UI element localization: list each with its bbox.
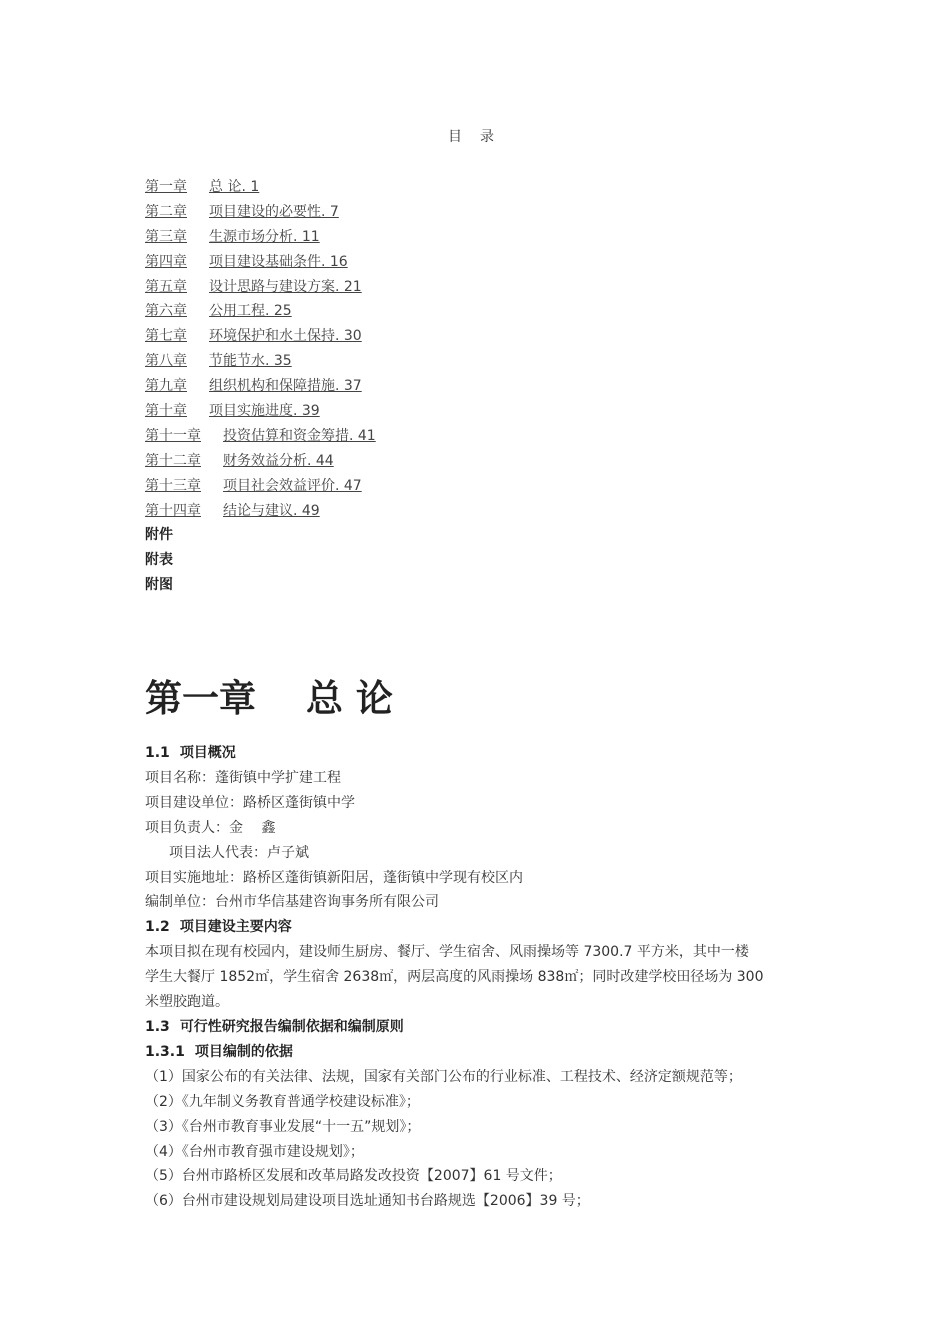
section-heading-1-2: 1.2 项目建设主要内容 <box>145 919 292 936</box>
toc-entry[interactable]: 第十一章 投资估算和资金筹措. 41 <box>145 427 376 444</box>
chapter-heading: 第一章 总 论 <box>145 676 393 720</box>
basis-item: （1）国家公布的有关法律、法规，国家有关部门公布的行业标准、工程技术、经济定额规范等； <box>145 1068 742 1085</box>
toc-entry[interactable]: 第十章 项目实施进度. 39 <box>145 403 320 420</box>
toc-appendix-table: 附表 <box>145 552 173 569</box>
project-leader: 项目负责人：金 鑫 <box>145 819 276 836</box>
toc-entry[interactable]: 第七章 环境保护和水土保持. 30 <box>145 328 362 345</box>
toc-appendix: 附件 <box>145 527 173 544</box>
basis-item: （6）台州市建设规划局建设项目选址通知书台路规选【2006】39 号； <box>145 1193 590 1210</box>
toc-title: 目录 <box>448 129 512 145</box>
content-paragraph-line: 米塑胶跑道。 <box>145 994 229 1011</box>
project-address: 项目实施地址：路桥区蓬街镇新阳居，蓬街镇中学现有校区内 <box>145 869 523 886</box>
section-heading-1-1: 1.1 项目概况 <box>145 745 236 761</box>
basis-item: （5）台州市路桥区发展和改革局路发改投资【2007】61 号文件； <box>145 1168 562 1185</box>
chapter-body <box>145 741 815 1214</box>
toc-appendix-figure: 附图 <box>145 577 173 594</box>
section-heading-1-3-1: 1.3.1 项目编制的依据 <box>145 1043 293 1060</box>
toc-entry[interactable]: 第四章 项目建设基础条件. 16 <box>145 253 348 270</box>
toc-entry[interactable]: 第六章 公用工程. 25 <box>145 303 292 320</box>
table-of-contents <box>145 175 376 598</box>
toc-entry[interactable]: 第九章 组织机构和保障措施. 37 <box>145 378 362 395</box>
toc-entry[interactable]: 第十二章 财务效益分析. 44 <box>145 452 334 469</box>
project-legal-rep: 项目法人代表：卢子斌 <box>169 844 309 861</box>
toc-entry[interactable]: 第十四章 结论与建议. 49 <box>145 502 320 519</box>
toc-entry[interactable]: 第一章 总 论. 1 <box>145 179 260 195</box>
project-unit: 项目建设单位：路桥区蓬街镇中学 <box>145 794 355 811</box>
project-name: 项目名称：蓬街镇中学扩建工程 <box>145 769 341 786</box>
basis-item: （2）《九年制义务教育普通学校建设标准》； <box>145 1093 420 1110</box>
project-compiler: 编制单位：台州市华信基建咨询事务所有限公司 <box>145 894 439 911</box>
content-paragraph-line: 学生大餐厅 1852㎡，学生宿舍 2638㎡，两层高度的风雨操场 838㎡；同时改建学校田径场为 300 <box>145 969 764 986</box>
basis-item: （4）《台州市教育强市建设规划》； <box>145 1143 364 1160</box>
section-heading-1-3: 1.3 可行性研究报告编制依据和编制原则 <box>145 1018 404 1035</box>
toc-entry[interactable]: 第十三章 项目社会效益评价. 47 <box>145 477 362 494</box>
toc-entry[interactable]: 第八章 节能节水. 35 <box>145 353 292 370</box>
toc-entry[interactable]: 第三章 生源市场分析. 11 <box>145 228 320 245</box>
toc-entry[interactable]: 第二章 项目建设的必要性. 7 <box>145 203 339 220</box>
toc-entry[interactable]: 第五章 设计思路与建设方案. 21 <box>145 278 362 295</box>
content-paragraph-line: 本项目拟在现有校园内，建设师生厨房、餐厅、学生宿舍、风雨操场等 7300.7 平方米，其中一楼 <box>145 944 749 961</box>
basis-item: （3）《台州市教育事业发展“十一五”规划》； <box>145 1118 421 1135</box>
